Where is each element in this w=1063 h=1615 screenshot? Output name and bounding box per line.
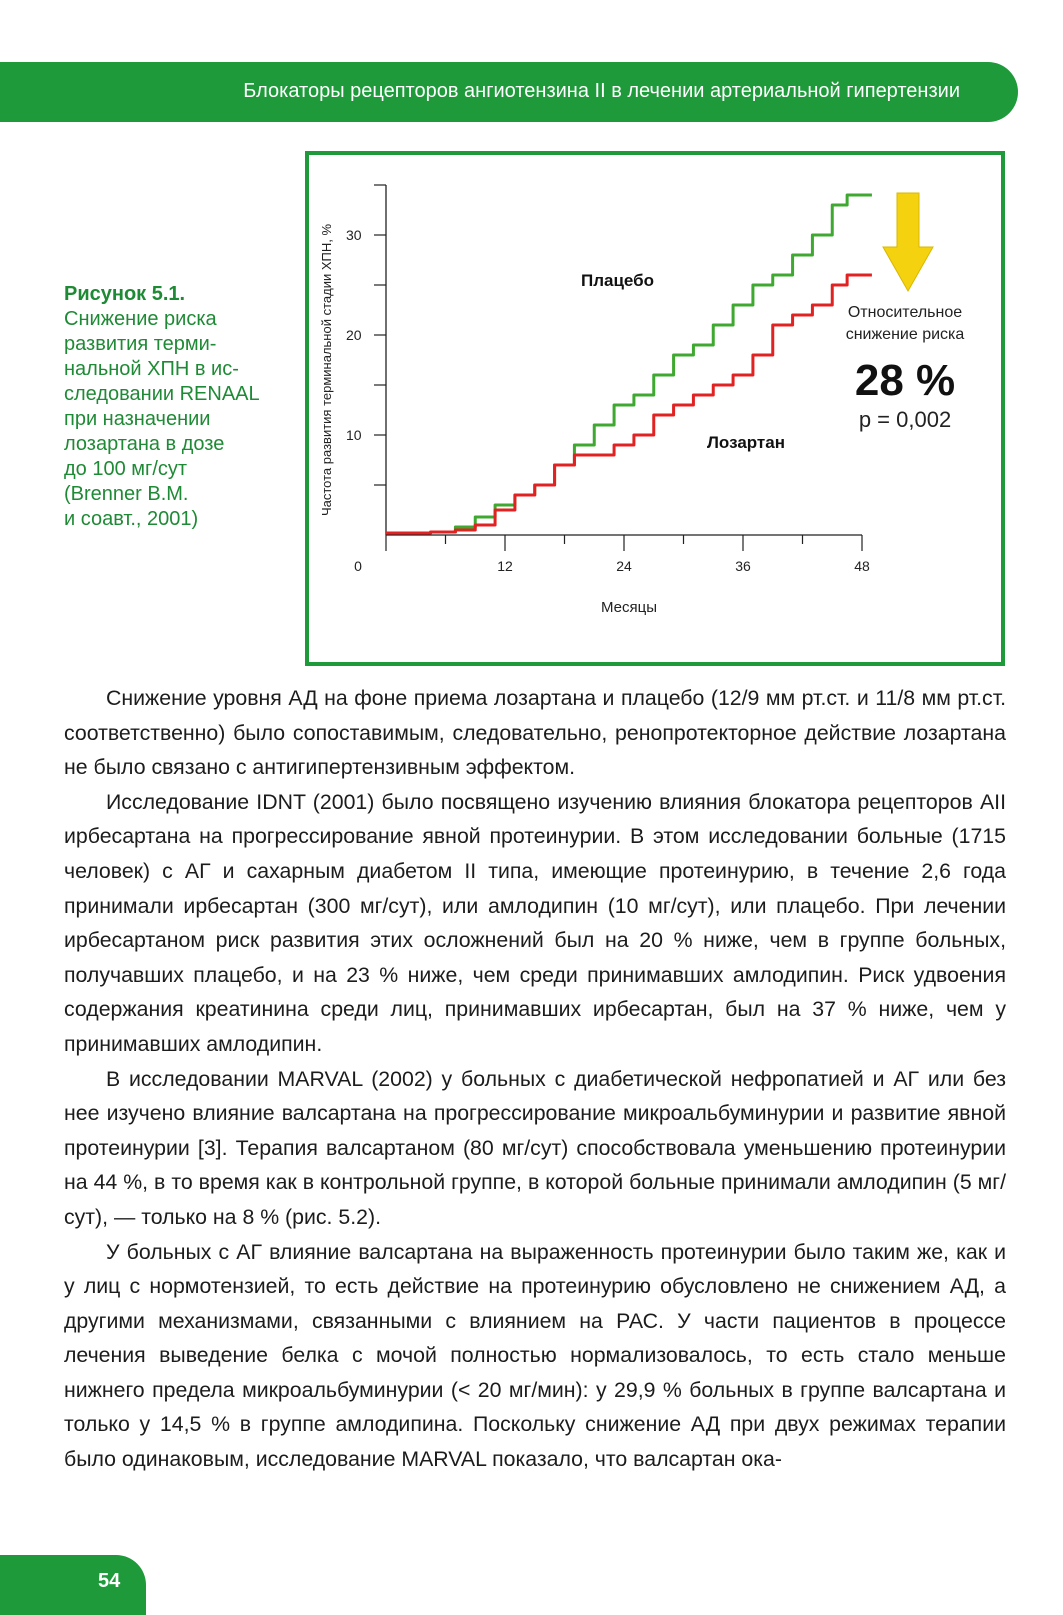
caption-line: и соавт., 2001) [64,508,199,530]
risk-chart [309,155,1001,662]
body-paragraph: У больных с АГ влияние валсартана на выраженность протеинурии было таким же, как и у лиц с нормотензией, то есть действие на протеинурию обусловлено не снижением АД, а другими механизмами, связанными с влиянием на РАС. У части пациентов в процессе лечения выведение белка с мочой полностью нормализовалось, то есть стало меньше нижнего предела микроальбуминурии (< 20 мг/мин): у 29,9 % больных в группе валсартана и только у 14,5 % в группе амлодипина. Поскольку снижение АД при двух режимах терапии было одинаковым, исследование MARVAL показало, что валсартан ока- [64,1239,1006,1472]
x-tick-label: 36 [735,558,751,574]
caption-line: развития терми- [64,333,217,355]
placebo-series-label: Плацебо [581,271,655,290]
figure-caption [64,282,294,532]
caption-line: при назначении [64,408,211,430]
page-number-badge [0,1555,146,1615]
y-tick-label: 30 [346,227,362,243]
y-tick-label: 10 [346,427,362,443]
relative-risk-label-line1: Относительное [847,304,963,321]
caption-line: Снижение риска [64,308,217,330]
page-number: 54 [98,1570,121,1592]
x-tick-label: 24 [616,558,632,574]
down-arrow-icon [883,193,933,291]
losartan-series-label: Лозартан [707,433,785,452]
relative-risk-label-line2: снижение риска [845,326,965,343]
caption-title: Рисунок 5.1. [64,283,186,305]
header-band [0,62,1018,122]
caption-line: лозартана в дозе [64,433,225,455]
y-tick-label: 20 [346,327,362,343]
y-axis-label: Частота развития терминальной стадии ХПН, % [319,223,334,517]
x-tick-label: 48 [854,558,870,574]
body-paragraph: Исследование IDNT (2001) было посвящено изучению влияния блокатора рецепторов АII ирбесартана на прогрессирование явной протеинурии. В этом исследовании больные (1715 человек) с АГ и сахарным диабетом II типа, имеющие протеинурию, в течение 2,6 года принимали ирбесартан (300 мг/сут), или амлодипин (10 мг/сут), или плацебо. При лечении ирбесартаном риск развития этих осложнений был на 20 % ниже, чем в группе больных, получавших плацебо, и на 23 % ниже, чем среди принимавших амлодипин. Риск удвоения содержания креатинина среди лиц, принимавших ирбесартан, был на 37 % ниже, чем у принимавших амлодипин. [64,789,1006,1056]
relative-risk-value: 28 % [854,356,956,405]
placebo-series-line [386,195,872,533]
caption-line: нальной ХПН в ис- [64,358,239,380]
body-paragraph: Снижение уровня АД на фоне приема лозартана и плацебо (12/9 мм рт.ст. и 11/8 мм рт.ст. соответственно) было сопоставимым, следовательно, ренопротекторное действие лозартана не было связано с антигипертензивным эффектом. [64,686,1006,780]
caption-line: (Brenner B.M. [64,483,189,505]
p-value-label: p = 0,002 [858,407,952,432]
running-header-title: Блокаторы рецепторов ангиотензина II в лечении артериальной гипертензии [243,80,960,102]
body-paragraph: В исследовании MARVAL (2002) у больных с диабетической нефропатией и АГ или без нее изучено влияние валсартана на прогрессирование микроальбуминурии и развитие явной протеинурии [3]. Терапия валсартаном (80 мг/сут) способствовала уменьшению протеинурии на 44 %, в то время как в контрольной группе, в которой больные принимали амлодипин (5 мг/сут), — только на 8 % (рис. 5.2). [64,1066,1006,1229]
caption-line: следовании RENAAL [64,383,260,405]
x-axis-label: Месяцы [600,599,658,616]
figure-chart-frame [305,151,1005,666]
body-text [64,681,1006,1477]
x-tick-label: 0 [354,558,362,574]
x-tick-label: 12 [497,558,513,574]
caption-line: до 100 мг/сут [64,458,188,480]
